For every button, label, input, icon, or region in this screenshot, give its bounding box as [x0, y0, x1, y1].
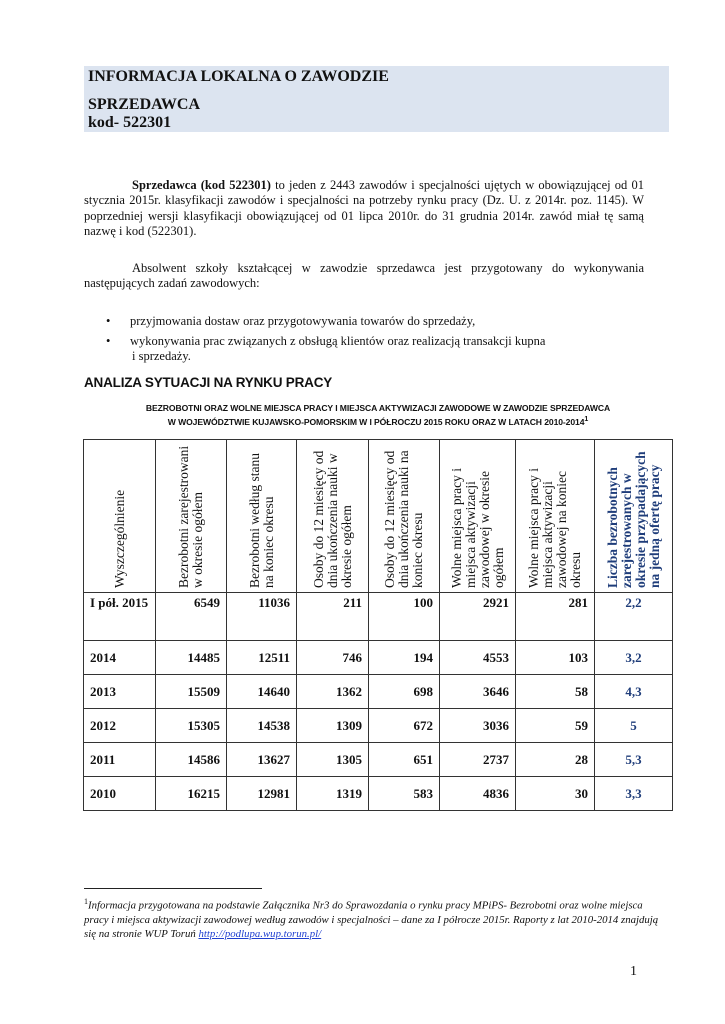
document-title: INFORMACJA LOKALNA O ZAWODZIE: [88, 68, 389, 85]
list-item: [84, 314, 644, 329]
occupation-code: kod- 522301: [88, 114, 172, 131]
table-row: [84, 709, 673, 743]
value-cell: 58: [516, 675, 595, 709]
table-row: [84, 743, 673, 777]
value-cell: 194: [369, 641, 440, 675]
row-label-cell: I pół. 2015: [84, 593, 156, 641]
ratio-cell: 3,3: [595, 777, 673, 811]
bullet-icon: •: [106, 334, 111, 348]
task-text: przyjmowania dostaw oraz przygotowywania towarów do sprzedaży,: [130, 314, 476, 328]
header-cell: Wolne miejsca pracy i miejsca aktywizacji zawodowej na koniec okresu: [516, 440, 595, 593]
value-cell: 583: [369, 777, 440, 811]
row-label-cell: 2014: [84, 641, 156, 675]
value-cell: 281: [516, 593, 595, 641]
value-cell: 3036: [440, 709, 516, 743]
value-cell: 2737: [440, 743, 516, 777]
list-item: [84, 334, 644, 364]
intro-paragraph: [84, 178, 644, 239]
value-cell: 1362: [297, 675, 369, 709]
task-text: wykonywania prac związanych z obsługą klientów oraz realizacją transakcji kupna: [130, 334, 546, 348]
value-cell: 1309: [297, 709, 369, 743]
value-cell: 16215: [156, 777, 227, 811]
header-cell: Wolne miejsca pracy i miejsca aktywizacji zawodowej w okresie ogółem: [440, 440, 516, 593]
task-list: [84, 314, 644, 369]
header-cell: Wyszczególnienie: [84, 440, 156, 593]
task-text-continuation: i sprzedaży.: [132, 349, 191, 363]
page-number: 1: [630, 964, 637, 979]
footnote-marker: 1: [84, 897, 88, 906]
table-row: [84, 675, 673, 709]
header-cell: Liczba bezrobotnych zarejestrowanych w okresie przypadających na jedną ofertę pracy: [595, 440, 673, 593]
table-header-row: [84, 440, 673, 593]
header-cell: Bezrobotni według stanu na koniec okresu: [227, 440, 297, 593]
value-cell: 28: [516, 743, 595, 777]
footnote-divider: [84, 888, 262, 889]
value-cell: 211: [297, 593, 369, 641]
footnote-ref[interactable]: 1: [584, 416, 589, 423]
value-cell: 698: [369, 675, 440, 709]
value-cell: 1305: [297, 743, 369, 777]
section-title: ANALIZA SYTUACJI NA RYNKU PRACY: [84, 375, 333, 390]
value-cell: 746: [297, 641, 369, 675]
value-cell: 4553: [440, 641, 516, 675]
ratio-cell: 5: [595, 709, 673, 743]
value-cell: 59: [516, 709, 595, 743]
row-label-cell: 2013: [84, 675, 156, 709]
tasks-intro-text: Absolwent szkoły kształcącej w zawodzie sprzedawca jest przygotowany do wykonywania następujących zadań zawodowych:: [84, 261, 644, 291]
intro-bold-lead: Sprzedawca (kod 522301): [132, 178, 271, 192]
row-label-cell: 2011: [84, 743, 156, 777]
ratio-cell: 2,2: [595, 593, 673, 641]
occupation-name: SPRZEDAWCA: [88, 96, 201, 113]
value-cell: 6549: [156, 593, 227, 641]
value-cell: 12981: [227, 777, 297, 811]
table-row: [84, 593, 673, 641]
header-cell: Osoby do 12 miesięcy od dnia ukończenia nauki w okresie ogółem: [297, 440, 369, 593]
ratio-cell: 3,2: [595, 641, 673, 675]
value-cell: 11036: [227, 593, 297, 641]
labor-market-table: [83, 439, 673, 811]
table-row: [84, 641, 673, 675]
footnote-link[interactable]: http://podlupa.wup.torun.pl/: [198, 927, 322, 940]
value-cell: 672: [369, 709, 440, 743]
value-cell: 14485: [156, 641, 227, 675]
value-cell: 12511: [227, 641, 297, 675]
table-caption: [84, 403, 672, 428]
value-cell: 3646: [440, 675, 516, 709]
tasks-intro: [84, 261, 644, 292]
footnote-text: Informacja przygotowana na podstawie Załącznika Nr3 do Sprawozdania o rynku pracy MPiPS- Bezrobotni oraz wolne miejsca pracy i miejsca aktywizacji zawodowej według zawodów i specjalności – dane za I półrocze 2015r. Raporty z lat 2010-2014 znajdują się na stronie WUP Toruń: [84, 899, 659, 940]
caption-line-1: BEZROBOTNI ORAZ WOLNE MIEJSCA PRACY I MIEJSCA AKTYWIZACJI ZAWODOWE W ZAWODZIE SPRZEDAWCA: [145, 403, 611, 413]
value-cell: 2921: [440, 593, 516, 641]
value-cell: 30: [516, 777, 595, 811]
ratio-cell: 5,3: [595, 743, 673, 777]
value-cell: 15305: [156, 709, 227, 743]
value-cell: 14586: [156, 743, 227, 777]
header-cell: Bezrobotni zarejestrowani w okresie ogółem: [156, 440, 227, 593]
footnote: [84, 895, 659, 941]
value-cell: 651: [369, 743, 440, 777]
value-cell: 15509: [156, 675, 227, 709]
value-cell: 13627: [227, 743, 297, 777]
row-label-cell: 2010: [84, 777, 156, 811]
caption-line-2: W WOJEWÓDZTWIE KUJAWSKO-POMORSKIM W I PÓŁROCZU 2015 ROKU ORAZ W LATACH 2010-2014$^1$: [167, 416, 589, 427]
intro-text: to jeden z 2443 zawodów i specjalności ujętych w obowiązującej od 01 stycznia 2015r. klasyfikacji zawodów i specjalności na potrzeby rynku pracy (Dz. U. z 2014r. poz. 1145). W poprzedniej wersji klasyfikacji obowiązującej od 01 lipca 2010r. do 31 grudnia 2014r. zawód miał tę samą nazwę i kod (522301).: [84, 178, 644, 238]
value-cell: 4836: [440, 777, 516, 811]
table-row: [84, 777, 673, 811]
value-cell: 14640: [227, 675, 297, 709]
value-cell: 14538: [227, 709, 297, 743]
header-cell: Osoby do 12 miesięcy od dnia ukończenia nauki na koniec okresu: [369, 440, 440, 593]
bullet-icon: •: [106, 314, 111, 328]
ratio-cell: 4,3: [595, 675, 673, 709]
value-cell: 100: [369, 593, 440, 641]
row-label-cell: 2012: [84, 709, 156, 743]
value-cell: 1319: [297, 777, 369, 811]
value-cell: 103: [516, 641, 595, 675]
